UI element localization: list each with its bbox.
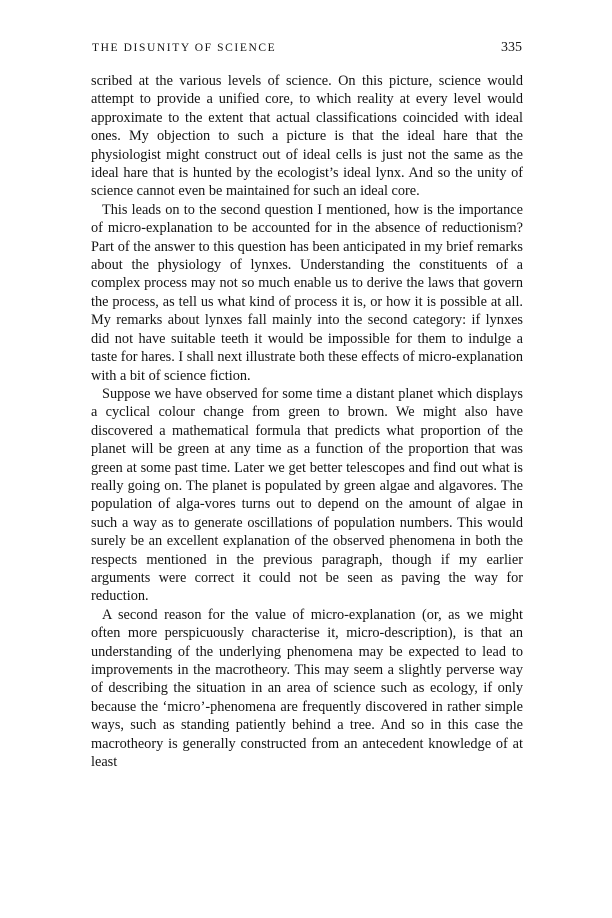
paragraph-continuation: scribed at the various levels of science. On this picture, science would attempt to provide a unified core, to which reality at every level would approximate to the extent that actual classifications coincided with ideal ones. My objection to such a picture is that the ideal hare that the physiologist might construct out of ideal cells is just not the same as the ideal hare that is hunted by the ecologist’s ideal lynx. And so the unity of science cannot even be maintained for such an ideal core. — [91, 73, 523, 200]
page-number: 335 — [501, 40, 522, 55]
running-header — [92, 38, 522, 60]
paragraph-micro-explanation: This leads on to the second question I mentioned, how is the importance of micro-explanation to be accounted for in the absence of reductionism? Part of the answer to this question has been anticipated in my brief remarks about the physiology of lynxes. Understanding the constituents of a complex process may not so much enable us to derive the laws that govern the process, as tell us what kind of process it is, or how it is possible at all. My remarks about lynxes fall mainly into the second category: if lynxes did not have suitable teeth it would be impossible for them to indulge a taste for hares. I shall next illustrate both these effects of micro-explanation with a bit of science fiction. — [91, 201, 523, 384]
running-title: THE DISUNITY OF SCIENCE — [92, 42, 277, 54]
paragraph-science-fiction: Suppose we have observed for some time a distant planet which displays a cyclical colour change from green to brown. We might also have discovered a mathematical formula that predicts what proportion of the planet will be green at any time as a function of the proportion that was green at some past time. Later we get better telescopes and find out what is really going on. The planet is populated by green algae and algavores. The population of alga-vores turns out to depend on the amount of algae in such a way as to generate oscillations of population numbers. This would surely be an excellent explanation of the observed phenomena in both the respects mentioned in the previous paragraph, though if my earlier arguments were correct it could not be seen as paving the way for reduction. — [91, 385, 523, 605]
paragraph-second-reason: A second reason for the value of micro-explanation (or, as we might often more perspicuously characterise it, micro-description), is that an understanding of the underlying phenomena may be expected to lead to improvements in the macrotheory. This may seem a slightly perverse way of describing the situation in an area of science such as ecology, if only because the ‘micro’-phenomena are frequently discovered in rather simple ways, such as standing patiently behind a tree. And so in this case the macrotheory is generally constructed from an antecedent knowledge of at least — [91, 606, 523, 771]
body-text — [91, 72, 523, 771]
